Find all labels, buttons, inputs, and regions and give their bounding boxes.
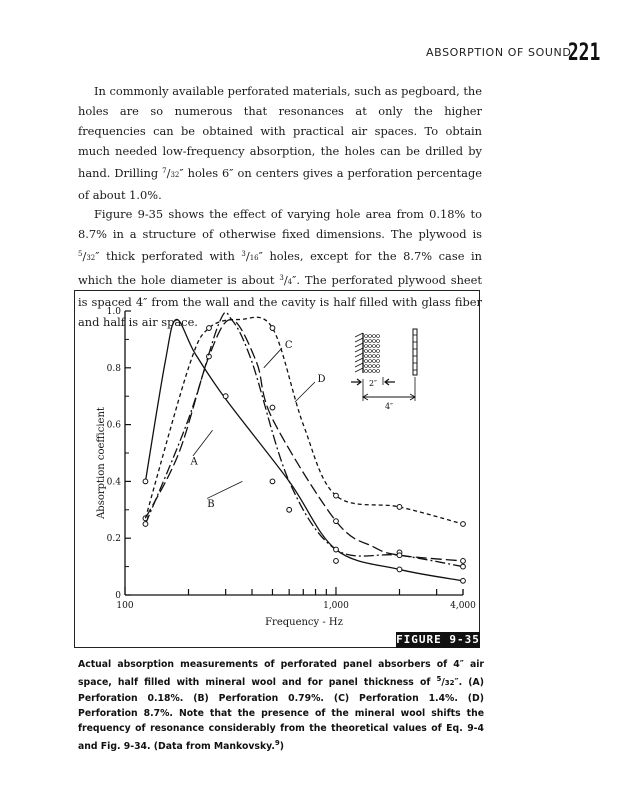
data-point-C	[461, 564, 466, 569]
mineral-wool	[369, 345, 372, 348]
page-number: 221	[567, 38, 600, 66]
wall-panel-inset-diagram	[351, 329, 417, 411]
data-point-D	[207, 326, 212, 331]
dimension-2-label: 2″	[368, 379, 378, 388]
series-line-D	[145, 317, 463, 524]
dim-arrow	[351, 379, 361, 385]
mineral-wool	[377, 350, 380, 353]
y-tick-label: 0.2	[106, 534, 121, 545]
mineral-wool	[365, 370, 368, 373]
perforated-panel	[413, 329, 417, 375]
series-label-D: D	[317, 374, 326, 386]
mineral-wool	[377, 340, 380, 343]
figure-9-35	[74, 290, 480, 648]
mineral-wool	[373, 360, 376, 363]
wall-hatch	[355, 333, 363, 337]
data-point-D	[461, 522, 466, 527]
leader-line-D	[295, 382, 315, 402]
mineral-wool	[365, 340, 368, 343]
data-point-B	[334, 519, 339, 524]
data-point-A	[223, 394, 228, 399]
mineral-wool	[373, 355, 376, 358]
wall-hatch	[355, 348, 363, 352]
mineral-wool	[369, 340, 372, 343]
mineral-wool	[369, 370, 372, 373]
mineral-wool	[369, 360, 372, 363]
series-label-A: A	[190, 456, 198, 468]
mineral-wool	[369, 350, 372, 353]
wall-hatch	[355, 343, 363, 347]
data-point-B	[461, 559, 466, 564]
chart-axes	[96, 307, 476, 628]
mineral-wool	[377, 355, 380, 358]
dim-arrow	[363, 394, 415, 400]
wall-hatch	[355, 358, 363, 362]
mineral-wool	[365, 350, 368, 353]
mineral-wool	[369, 365, 372, 368]
x-tick-label: 4,000	[450, 601, 476, 611]
data-point-A	[397, 567, 402, 572]
wall-hatch	[355, 363, 363, 367]
data-point-C	[397, 553, 402, 558]
figure-caption: Actual absorption measurements of perforated panel absorbers of 4″ air space, half filled with mineral wool and for panel thickness of $^5$/32″. (A) Perforation 0.18%. (B) Perforation 0.79%. (C) Perforation 1.4%. (D) Perforation 8.7%. Note that the presence of the mineral wool shifts the frequency of resonance considerably from the theoretical values of Eq. 9-4 and Fig. 9-34. (Data from Mankovsky.$^9$)	[78, 659, 484, 753]
paragraph-2: Figure 9-35 shows the effect of varying hole area from 0.18% to 8.7% in a structure of otherwise fixed dimensions. The plywood is $^5$/32″ thick perforated with $^3$/16″ holes, except for the 8.7% case in which the hole diameter is about $^3$/4″. The perforated plywood sheet is spaced 4″ from the wall and the cavity is half filled with glass fiber and half is air space.	[78, 207, 482, 329]
dim-arrow	[385, 379, 395, 385]
data-point-A	[270, 479, 275, 484]
data-point-C	[334, 547, 339, 552]
series-label-B: B	[207, 499, 215, 511]
mineral-wool	[377, 335, 380, 338]
y-axis-title: Absorption coefficient	[96, 407, 107, 519]
series-label-C: C	[284, 340, 293, 352]
mineral-wool	[373, 340, 376, 343]
data-point-C	[143, 522, 148, 527]
mineral-wool	[373, 345, 376, 348]
data-point-A	[461, 578, 466, 583]
mineral-wool	[365, 345, 368, 348]
mineral-wool	[369, 355, 372, 358]
x-tick-label: 1,000	[323, 601, 349, 611]
mineral-wool	[377, 365, 380, 368]
y-tick-label: 1.0	[106, 307, 121, 317]
running-head	[400, 38, 600, 68]
wall-hatch	[355, 353, 363, 357]
x-axis-title: Frequency - Hz	[265, 617, 343, 628]
leader-line-B	[207, 481, 242, 498]
data-point-B	[270, 405, 275, 410]
mineral-wool	[365, 360, 368, 363]
mineral-wool	[373, 365, 376, 368]
wall-hatch	[355, 368, 363, 372]
wall-hatch	[355, 338, 363, 342]
mineral-wool	[365, 365, 368, 368]
mineral-wool	[377, 360, 380, 363]
running-title: ABSORPTION OF SOUND	[426, 46, 572, 59]
mineral-wool	[377, 345, 380, 348]
dimension-4-label: 4″	[384, 402, 394, 411]
data-point-D	[397, 505, 402, 510]
data-point-A	[287, 507, 292, 512]
mineral-wool	[373, 350, 376, 353]
mineral-wool	[373, 335, 376, 338]
mineral-wool	[365, 355, 368, 358]
data-point-D	[270, 326, 275, 331]
y-tick-label: 0.4	[106, 477, 121, 488]
data-point-D	[334, 493, 339, 498]
y-tick-label: 0.8	[106, 363, 121, 374]
x-tick-label: 100	[116, 601, 134, 611]
data-point-A	[334, 559, 339, 564]
leader-line-C	[264, 348, 282, 368]
mineral-wool	[369, 335, 372, 338]
data-point-A	[143, 479, 148, 484]
y-tick-label: 0.6	[106, 420, 121, 431]
absorption-chart	[75, 291, 479, 647]
mineral-wool	[365, 335, 368, 338]
series-line-A	[145, 319, 463, 580]
figure-label: FIGURE 9-35	[396, 633, 480, 646]
leader-line-A	[193, 430, 213, 456]
mineral-wool	[373, 370, 376, 373]
y-tick-label: 0	[115, 591, 121, 601]
paragraph-1: In commonly available perforated materials, such as pegboard, the holes are so numerous that resonances at only the higher frequencies can be obtained with practical air spaces. To obtain much needed low-frequency absorption, the holes can be drilled by hand. Drilling $^7$/32″ holes 6″ on centers gives a perforation percentage of about 1.0%.	[78, 84, 482, 202]
mineral-wool	[377, 370, 380, 373]
